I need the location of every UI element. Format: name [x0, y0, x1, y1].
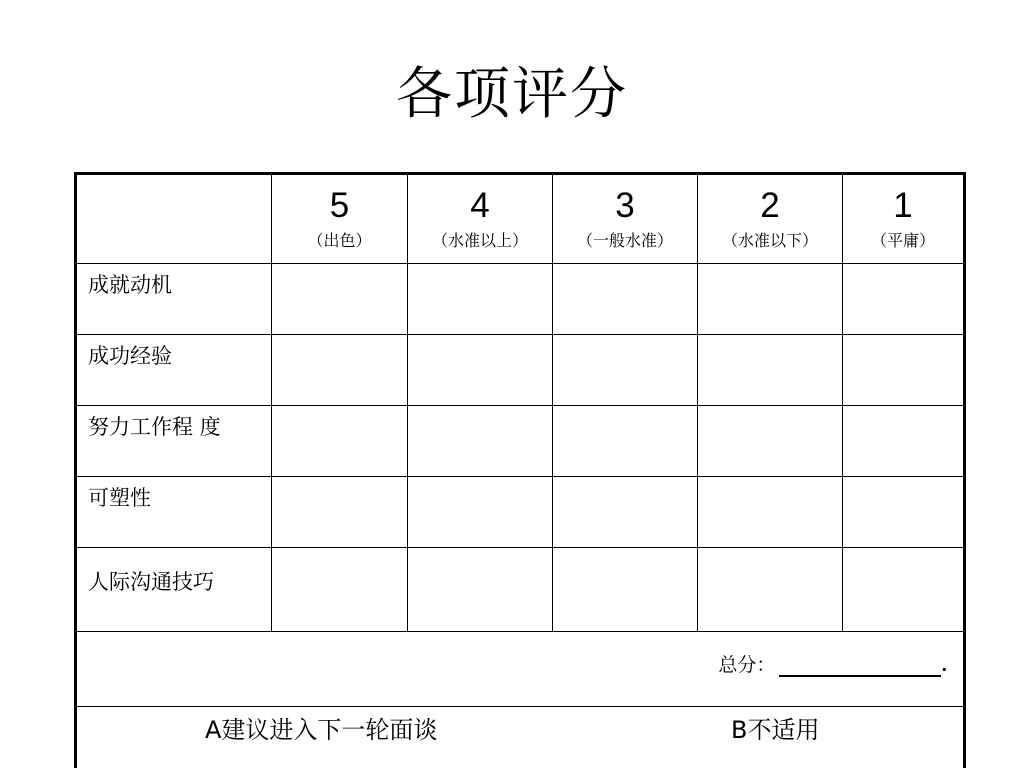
total-score-blank[interactable] [779, 653, 941, 677]
score-number: 2 [760, 186, 780, 225]
rating-cell[interactable] [408, 264, 553, 335]
criterion-label: 努力工作程 度 [76, 406, 272, 477]
rating-cell[interactable] [408, 335, 553, 406]
rating-cell[interactable] [553, 335, 698, 406]
score-description: （平庸） [870, 231, 935, 250]
score-header-1 [843, 174, 965, 264]
option-a-next-interview[interactable]: A建议进入下一轮面谈 [205, 716, 438, 744]
table-header-row [76, 174, 965, 264]
total-score-terminator: . [941, 654, 947, 676]
header-corner-cell [76, 174, 272, 264]
rating-cell[interactable] [843, 335, 965, 406]
decision-cell [76, 707, 965, 768]
total-score-label: 总分： [718, 654, 776, 676]
table-row [76, 335, 965, 406]
score-header-5 [272, 174, 408, 264]
rating-table [74, 172, 966, 768]
rating-cell[interactable] [553, 406, 698, 477]
decision-row [76, 707, 965, 768]
rating-cell[interactable] [272, 548, 408, 632]
criterion-label: 人际沟通技巧 [76, 548, 272, 632]
score-header-2 [698, 174, 843, 264]
rating-cell[interactable] [698, 406, 843, 477]
rating-cell[interactable] [408, 477, 553, 548]
score-header-4 [408, 174, 553, 264]
rating-cell[interactable] [843, 264, 965, 335]
rating-cell[interactable] [698, 477, 843, 548]
rating-cell[interactable] [698, 335, 843, 406]
table-row [76, 264, 965, 335]
criterion-label: 成就动机 [76, 264, 272, 335]
option-b-not-suitable[interactable]: B不适用 [731, 716, 820, 744]
total-score-cell [76, 632, 965, 707]
rating-cell[interactable] [408, 548, 553, 632]
total-score-row [76, 632, 965, 707]
rating-cell[interactable] [553, 548, 698, 632]
rating-cell[interactable] [272, 335, 408, 406]
rating-cell[interactable] [272, 477, 408, 548]
rating-cell[interactable] [698, 264, 843, 335]
score-number: 5 [329, 186, 350, 225]
rating-cell[interactable] [272, 406, 408, 477]
criterion-label: 可塑性 [76, 477, 272, 548]
rating-cell[interactable] [553, 264, 698, 335]
criterion-label: 成功经验 [76, 335, 272, 406]
score-description: （水准以下） [721, 231, 818, 250]
score-number: 3 [615, 186, 635, 225]
rating-cell[interactable] [843, 406, 965, 477]
score-header-3 [553, 174, 698, 264]
rating-cell[interactable] [843, 477, 965, 548]
rating-cell[interactable] [843, 548, 965, 632]
rating-cell[interactable] [553, 477, 698, 548]
table-row [76, 477, 965, 548]
page-title: 各项评分 [396, 62, 628, 127]
score-description: （水准以上） [431, 231, 528, 250]
score-description: （一般水准） [576, 231, 673, 250]
table-row [76, 406, 965, 477]
table-row [76, 548, 965, 632]
rating-cell[interactable] [272, 264, 408, 335]
score-number: 4 [470, 186, 490, 225]
score-number: 1 [893, 186, 913, 225]
score-description: （出色） [307, 231, 372, 250]
rating-cell[interactable] [698, 548, 843, 632]
rating-cell[interactable] [408, 406, 553, 477]
